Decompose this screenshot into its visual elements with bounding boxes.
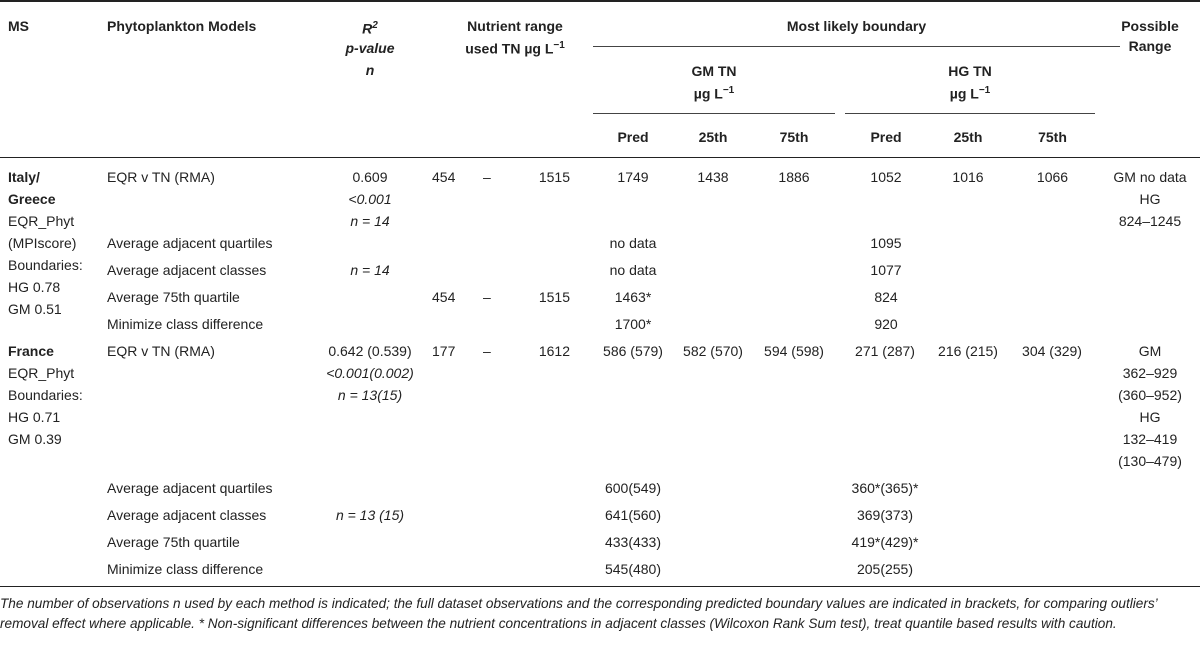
italy-row1-gm-75: 1886 (778, 169, 810, 185)
france-row5-hg-pred: 205(255) (856, 561, 914, 577)
header-boundary: Most likely boundary (786, 18, 927, 34)
france-row4-hg-pred: 419*(429)* (851, 534, 919, 550)
france-ms-4: HG 0.71 (8, 409, 61, 425)
france-row5-model: Minimize class difference (107, 561, 264, 577)
header-n: n (365, 62, 375, 78)
france-ms-2: EQR_Phyt (8, 365, 75, 381)
france-row3-n: n = 13 (15) (335, 507, 405, 523)
header-hg-75: 75th (1038, 129, 1067, 145)
header-possible-2: Range (1128, 38, 1172, 54)
italy-row4-gm-pred: 1463* (614, 289, 652, 305)
italy-range-1: GM no data (1113, 169, 1187, 185)
france-row1-gm-pred: 586 (579) (603, 343, 663, 359)
france-row2-hg-pred: 360*(365)* (851, 480, 919, 496)
italy-range-2: HG (1139, 191, 1161, 207)
france-row1-hg-75: 304 (329) (1022, 343, 1082, 359)
header-hg-pred: Pred (870, 129, 902, 145)
france-row1-p: <0.001(0.002) (326, 365, 414, 381)
italy-row4-dash: – (483, 289, 491, 305)
france-row3-gm-pred: 641(560) (604, 507, 662, 523)
table-footnote: The number of observations n used by each method is indicated; the full dataset observations and the corresponding predicted boundary values are indicated in brackets, for comparing outliers’ removal effect where applicable. * Non-significant differences between the nutrient concentrations in adjacent classes (Wilcoxon Rank Sum test), treat quantile based results with caution. (0, 596, 1157, 631)
header-gm-pred: Pred (617, 129, 649, 145)
header-gm: GM TN (691, 63, 737, 79)
italy-row2-model: Average adjacent quartiles (107, 235, 273, 251)
header-models: Phytoplankton Models (107, 18, 257, 34)
france-row1-model: EQR v TN (RMA) (107, 343, 215, 359)
gm-hg-underline-gm (593, 113, 835, 114)
france-row2-model: Average adjacent quartiles (107, 480, 273, 496)
france-row4-model: Average 75th quartile (107, 534, 240, 550)
italy-row4-hg-pred: 824 (874, 289, 898, 305)
italy-row1-hg-pred: 1052 (870, 169, 902, 185)
france-row1-gm-75: 594 (598) (764, 343, 824, 359)
france-row1-nmax: 1612 (538, 343, 570, 359)
header-possible-1: Possible (1121, 18, 1179, 34)
italy-row1-model: EQR v TN (RMA) (107, 169, 215, 185)
italy-row1-n: n = 14 (350, 213, 390, 229)
france-row1-hg-pred: 271 (287) (855, 343, 915, 359)
header-ms: MS (8, 18, 29, 34)
france-row2-gm-pred: 600(549) (604, 480, 662, 496)
italy-row5-gm-pred: 1700* (614, 316, 652, 332)
italy-row1-nmax: 1515 (538, 169, 570, 185)
italy-row1-p: <0.001 (348, 191, 392, 207)
france-ms-3: Boundaries: (8, 387, 83, 403)
italy-row3-n: n = 14 (350, 262, 390, 278)
italy-row4-model: Average 75th quartile (107, 289, 240, 305)
france-range-4: HG (1139, 409, 1161, 425)
italy-ms-3: EQR_Phyt (8, 213, 75, 229)
header-hg: HG TN (948, 63, 992, 79)
italy-row1-dash: – (483, 169, 491, 185)
france-row1-dash: – (483, 343, 491, 359)
italy-row1-hg-75: 1066 (1036, 169, 1069, 185)
france-row3-hg-pred: 369(373) (856, 507, 914, 523)
bottom-rule (0, 586, 1200, 587)
france-row1-r2: 0.642 (0.539) (328, 343, 412, 359)
france-range-1: GM (1138, 343, 1162, 359)
italy-range-3: 824–1245 (1118, 213, 1182, 229)
italy-row4-nmax: 1515 (538, 289, 570, 305)
france-ms-1: France (8, 343, 54, 359)
italy-row2-gm-pred: no data (609, 235, 657, 251)
italy-ms-6: HG 0.78 (8, 279, 61, 295)
italy-row3-gm-pred: no data (609, 262, 657, 278)
france-row1-gm-25: 582 (570) (683, 343, 743, 359)
boundary-underline (593, 46, 1120, 47)
italy-row5-hg-pred: 920 (874, 316, 898, 332)
italy-row5-model: Minimize class difference (107, 316, 264, 332)
italy-row1-hg-25: 1016 (952, 169, 984, 185)
italy-row1-gm-25: 1438 (697, 169, 729, 185)
france-row3-model: Average adjacent classes (107, 507, 267, 523)
header-gm-unit: µg $L^{-1}$ (693, 85, 735, 102)
france-range-2: 362–929 (1122, 365, 1178, 381)
france-range-3: (360–952) (1118, 387, 1182, 403)
france-row1-nmin: 177 (432, 343, 456, 359)
italy-row3-model: Average adjacent classes (107, 262, 267, 278)
italy-row1-gm-pred: 1749 (617, 169, 649, 185)
france-row1-n: n = 13(15) (337, 387, 403, 403)
header-hg-25: 25th (953, 129, 983, 145)
italy-ms-1: Italy/ (8, 169, 40, 185)
header-rule (0, 157, 1200, 158)
header-gm-75: 75th (779, 129, 809, 145)
italy-ms-4: (MPIscore) (8, 235, 77, 251)
top-rule (0, 0, 1200, 2)
france-row4-gm-pred: 433(433) (604, 534, 662, 550)
header-r2: $R^2$ (362, 20, 378, 37)
france-range-5: 132–419 (1122, 431, 1178, 447)
italy-ms-7: GM 0.51 (8, 301, 62, 317)
italy-row1-r2: 0.609 (352, 169, 388, 185)
italy-row3-hg-pred: 1077 (870, 262, 902, 278)
france-row1-hg-25: 216 (215) (938, 343, 998, 359)
header-pvalue: p-value (345, 40, 395, 56)
header-nutrient-1: Nutrient range (467, 18, 563, 34)
italy-ms-2: Greece (8, 191, 56, 207)
italy-row2-hg-pred: 1095 (870, 235, 902, 251)
header-hg-unit: µg $L^{-1}$ (949, 85, 991, 102)
gm-hg-underline-hg (845, 113, 1095, 114)
france-range-6: (130–479) (1118, 453, 1182, 469)
italy-row1-nmin: 454 (432, 169, 456, 185)
header-nutrient-2: used TN µg $L^{-1}$ (465, 40, 565, 57)
italy-ms-5: Boundaries: (8, 257, 83, 273)
france-ms-5: GM 0.39 (8, 431, 62, 447)
italy-row4-nmin: 454 (432, 289, 456, 305)
france-row5-gm-pred: 545(480) (604, 561, 662, 577)
header-gm-25: 25th (698, 129, 728, 145)
